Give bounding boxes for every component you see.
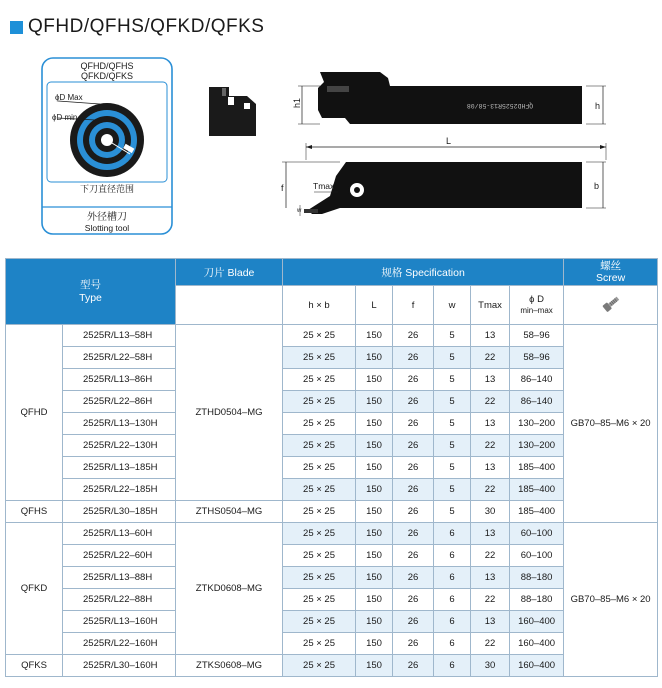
spec-f-cell: 26 bbox=[393, 435, 434, 457]
header-type-en: Type bbox=[79, 291, 102, 304]
spec-d-cell: 60–100 bbox=[510, 545, 564, 567]
table-row bbox=[6, 611, 658, 633]
model-code-cell: 2525R/L13–58H bbox=[63, 325, 176, 347]
header-d-sub: min–max bbox=[520, 306, 553, 315]
model-code-cell: 2525R/L13–60H bbox=[63, 523, 176, 545]
spec-w-cell: 5 bbox=[434, 501, 471, 523]
spec-f-cell: 26 bbox=[393, 611, 434, 633]
spec-L-cell: 150 bbox=[356, 369, 393, 391]
table-row bbox=[6, 633, 658, 655]
spec-tmax-cell: 22 bbox=[471, 347, 510, 369]
model-code-cell: 2525R/L22–58H bbox=[63, 347, 176, 369]
spec-hb-cell: 25 × 25 bbox=[283, 633, 356, 655]
engraving-text: QFHD2525R13-58/08 bbox=[466, 102, 534, 109]
spec-d-cell: 58–96 bbox=[510, 347, 564, 369]
panel-caption: 下刀直径范围 bbox=[79, 185, 135, 195]
table-row bbox=[6, 325, 658, 347]
spec-f-cell: 26 bbox=[393, 523, 434, 545]
spec-d-cell: 185–400 bbox=[510, 457, 564, 479]
model-code-cell: 2525R/L13–86H bbox=[63, 369, 176, 391]
spec-hb-cell: 25 × 25 bbox=[283, 347, 356, 369]
dim-L bbox=[306, 136, 606, 160]
spec-f-cell: 26 bbox=[393, 413, 434, 435]
spec-tmax-cell: 13 bbox=[471, 457, 510, 479]
model-code-cell: 2525R/L22–86H bbox=[63, 391, 176, 413]
dim-h1-label: h1 bbox=[292, 97, 302, 108]
spec-f-cell: 26 bbox=[393, 369, 434, 391]
spec-f-cell: 26 bbox=[393, 501, 434, 523]
type-group-cell: QFKS bbox=[6, 655, 63, 677]
header-spec: 规格 Specification bbox=[283, 259, 564, 286]
table-row bbox=[6, 413, 658, 435]
spec-hb-cell: 25 × 25 bbox=[283, 413, 356, 435]
spec-w-cell: 6 bbox=[434, 589, 471, 611]
spec-L-cell: 150 bbox=[356, 501, 393, 523]
table-row bbox=[6, 567, 658, 589]
model-code-cell: 2525R/L13–88H bbox=[63, 567, 176, 589]
header-L: L bbox=[356, 286, 393, 325]
dim-tmax-label: Tmax bbox=[313, 181, 335, 191]
header-d bbox=[510, 286, 564, 325]
spec-w-cell: 6 bbox=[434, 655, 471, 677]
table-row bbox=[6, 655, 658, 677]
spec-hb-cell: 25 × 25 bbox=[283, 589, 356, 611]
header-screw-en: Screw bbox=[596, 272, 626, 284]
spec-w-cell: 6 bbox=[434, 523, 471, 545]
spec-table bbox=[5, 258, 658, 677]
spec-w-cell: 6 bbox=[434, 633, 471, 655]
spec-hb-cell: 25 × 25 bbox=[283, 369, 356, 391]
spec-hb-cell: 25 × 25 bbox=[283, 523, 356, 545]
spec-f-cell: 26 bbox=[393, 567, 434, 589]
dim-b-label: b bbox=[594, 181, 600, 191]
table-row bbox=[6, 523, 658, 545]
spec-tmax-cell: 13 bbox=[471, 413, 510, 435]
model-code-cell: 2525R/L13–160H bbox=[63, 611, 176, 633]
spec-L-cell: 150 bbox=[356, 545, 393, 567]
spec-d-cell: 58–96 bbox=[510, 325, 564, 347]
spec-d-cell: 88–180 bbox=[510, 567, 564, 589]
spec-d-cell: 88–180 bbox=[510, 589, 564, 611]
spec-w-cell: 5 bbox=[434, 369, 471, 391]
type-group-cell: QFHD bbox=[6, 325, 63, 501]
spec-w-cell: 5 bbox=[434, 413, 471, 435]
model-code-cell: 2525R/L22–185H bbox=[63, 479, 176, 501]
spec-d-cell: 185–400 bbox=[510, 501, 564, 523]
spec-table-body bbox=[6, 325, 658, 677]
panel-footer-en: Slotting tool bbox=[84, 223, 130, 233]
blade-cell: ZTHD0504–MG bbox=[176, 325, 283, 501]
spec-L-cell: 150 bbox=[356, 391, 393, 413]
title-square-icon bbox=[10, 21, 23, 34]
model-code-cell: 2525R/L22–60H bbox=[63, 545, 176, 567]
model-code-cell: 2525R/L22–88H bbox=[63, 589, 176, 611]
d-max-label: ϕD Max bbox=[55, 93, 83, 102]
spec-f-cell: 26 bbox=[393, 589, 434, 611]
spec-hb-cell: 25 × 25 bbox=[283, 545, 356, 567]
header-blade-blank bbox=[176, 286, 283, 325]
spec-d-cell: 86–140 bbox=[510, 391, 564, 413]
model-code-cell: 2525R/L22–130H bbox=[63, 435, 176, 457]
spec-d-cell: 86–140 bbox=[510, 369, 564, 391]
table-row bbox=[6, 589, 658, 611]
header-screw-cn: 螺丝 bbox=[600, 260, 622, 272]
spec-tmax-cell: 22 bbox=[471, 589, 510, 611]
spec-L-cell: 150 bbox=[356, 589, 393, 611]
spec-w-cell: 5 bbox=[434, 347, 471, 369]
spec-w-cell: 6 bbox=[434, 567, 471, 589]
spec-hb-cell: 25 × 25 bbox=[283, 655, 356, 677]
spec-tmax-cell: 13 bbox=[471, 523, 510, 545]
spec-L-cell: 150 bbox=[356, 435, 393, 457]
header-type-cn: 型号 bbox=[80, 278, 101, 291]
spec-tmax-cell: 13 bbox=[471, 567, 510, 589]
header-screw bbox=[564, 259, 658, 286]
spec-f-cell: 26 bbox=[393, 655, 434, 677]
model-code-cell: 2525R/L13–185H bbox=[63, 457, 176, 479]
table-row bbox=[6, 479, 658, 501]
model-code-cell: 2525R/L30–185H bbox=[63, 501, 176, 523]
header-screw-icon-cell bbox=[564, 286, 658, 325]
spec-f-cell: 26 bbox=[393, 479, 434, 501]
spec-d-cell: 130–200 bbox=[510, 435, 564, 457]
spec-f-cell: 26 bbox=[393, 325, 434, 347]
dim-f-label: f bbox=[281, 183, 284, 193]
spec-d-cell: 185–400 bbox=[510, 479, 564, 501]
spec-tmax-cell: 30 bbox=[471, 501, 510, 523]
model-code-cell: 2525R/L30–160H bbox=[63, 655, 176, 677]
header-tmax: Tmax bbox=[471, 286, 510, 325]
table-row bbox=[6, 457, 658, 479]
table-row bbox=[6, 545, 658, 567]
spec-hb-cell: 25 × 25 bbox=[283, 567, 356, 589]
spec-w-cell: 5 bbox=[434, 457, 471, 479]
dim-L-label: L bbox=[446, 136, 452, 146]
spec-d-cell: 130–200 bbox=[510, 413, 564, 435]
spec-L-cell: 150 bbox=[356, 457, 393, 479]
blade-cell: ZTKD0608–MG bbox=[176, 523, 283, 655]
tool-end-view bbox=[209, 87, 256, 136]
spec-f-cell: 26 bbox=[393, 633, 434, 655]
spec-L-cell: 150 bbox=[356, 567, 393, 589]
panel-footer-cn: 外径槽刀 bbox=[87, 212, 127, 223]
table-row bbox=[6, 391, 658, 413]
spec-w-cell: 5 bbox=[434, 325, 471, 347]
type-group-cell: QFHS bbox=[6, 501, 63, 523]
spec-L-cell: 150 bbox=[356, 633, 393, 655]
spec-f-cell: 26 bbox=[393, 391, 434, 413]
tool-side-view bbox=[292, 72, 606, 124]
spec-tmax-cell: 22 bbox=[471, 435, 510, 457]
header-hb: h × b bbox=[283, 286, 356, 325]
spec-hb-cell: 25 × 25 bbox=[283, 457, 356, 479]
spec-L-cell: 150 bbox=[356, 611, 393, 633]
spec-L-cell: 150 bbox=[356, 479, 393, 501]
concentric-rings-icon bbox=[70, 103, 144, 177]
model-code-cell: 2525R/L22–160H bbox=[63, 633, 176, 655]
spec-d-cell: 160–400 bbox=[510, 655, 564, 677]
header-w: w bbox=[434, 286, 471, 325]
spec-hb-cell: 25 × 25 bbox=[283, 501, 356, 523]
spec-hb-cell: 25 × 25 bbox=[283, 325, 356, 347]
panel-top-line1: QFHD/QFHS bbox=[80, 61, 134, 71]
page-title bbox=[10, 14, 264, 40]
spec-hb-cell: 25 × 25 bbox=[283, 435, 356, 457]
dim-h-label: h bbox=[595, 101, 601, 111]
header-d-label: ϕ D bbox=[529, 294, 544, 305]
model-code-cell: 2525R/L13–130H bbox=[63, 413, 176, 435]
screw-icon bbox=[600, 293, 622, 315]
header-type bbox=[6, 259, 176, 325]
d-min-label: ϕD min bbox=[52, 113, 78, 122]
spec-w-cell: 5 bbox=[434, 391, 471, 413]
spec-tmax-cell: 30 bbox=[471, 655, 510, 677]
table-row bbox=[6, 435, 658, 457]
diameter-panel bbox=[42, 58, 172, 234]
spec-w-cell: 5 bbox=[434, 479, 471, 501]
spec-hb-cell: 25 × 25 bbox=[283, 479, 356, 501]
spec-tmax-cell: 13 bbox=[471, 369, 510, 391]
spec-tmax-cell: 22 bbox=[471, 391, 510, 413]
table-row bbox=[6, 347, 658, 369]
spec-L-cell: 150 bbox=[356, 413, 393, 435]
screw-cell: GB70–85–M6 × 20 bbox=[564, 325, 658, 523]
table-row bbox=[6, 369, 658, 391]
spec-tmax-cell: 22 bbox=[471, 479, 510, 501]
spec-f-cell: 26 bbox=[393, 347, 434, 369]
page-title-text: QFHD/QFHS/QFKD/QFKS bbox=[28, 16, 265, 37]
type-group-cell: QFKD bbox=[6, 523, 63, 655]
spec-f-cell: 26 bbox=[393, 545, 434, 567]
table-row bbox=[6, 501, 658, 523]
spec-tmax-cell: 13 bbox=[471, 325, 510, 347]
spec-d-cell: 160–400 bbox=[510, 611, 564, 633]
spec-L-cell: 150 bbox=[356, 655, 393, 677]
tool-top-view bbox=[281, 162, 606, 216]
screw-cell: GB70–85–M6 × 20 bbox=[564, 523, 658, 677]
panel-top-line2: QFKD/QFKS bbox=[80, 71, 134, 81]
spec-d-cell: 160–400 bbox=[510, 633, 564, 655]
spec-tmax-cell: 22 bbox=[471, 633, 510, 655]
header-blade: 刀片 Blade bbox=[176, 259, 283, 286]
blade-cell: ZTHS0504–MG bbox=[176, 501, 283, 523]
spec-tmax-cell: 13 bbox=[471, 611, 510, 633]
spec-w-cell: 5 bbox=[434, 435, 471, 457]
spec-L-cell: 150 bbox=[356, 347, 393, 369]
spec-hb-cell: 25 × 25 bbox=[283, 391, 356, 413]
spec-d-cell: 60–100 bbox=[510, 523, 564, 545]
spec-L-cell: 150 bbox=[356, 523, 393, 545]
spec-L-cell: 150 bbox=[356, 325, 393, 347]
spec-f-cell: 26 bbox=[393, 457, 434, 479]
dim-w-label: w bbox=[297, 208, 302, 214]
spec-w-cell: 6 bbox=[434, 545, 471, 567]
tool-illustration bbox=[0, 40, 662, 258]
blade-cell: ZTKS0608–MG bbox=[176, 655, 283, 677]
spec-tmax-cell: 22 bbox=[471, 545, 510, 567]
header-f: f bbox=[393, 286, 434, 325]
spec-hb-cell: 25 × 25 bbox=[283, 611, 356, 633]
spec-w-cell: 6 bbox=[434, 611, 471, 633]
